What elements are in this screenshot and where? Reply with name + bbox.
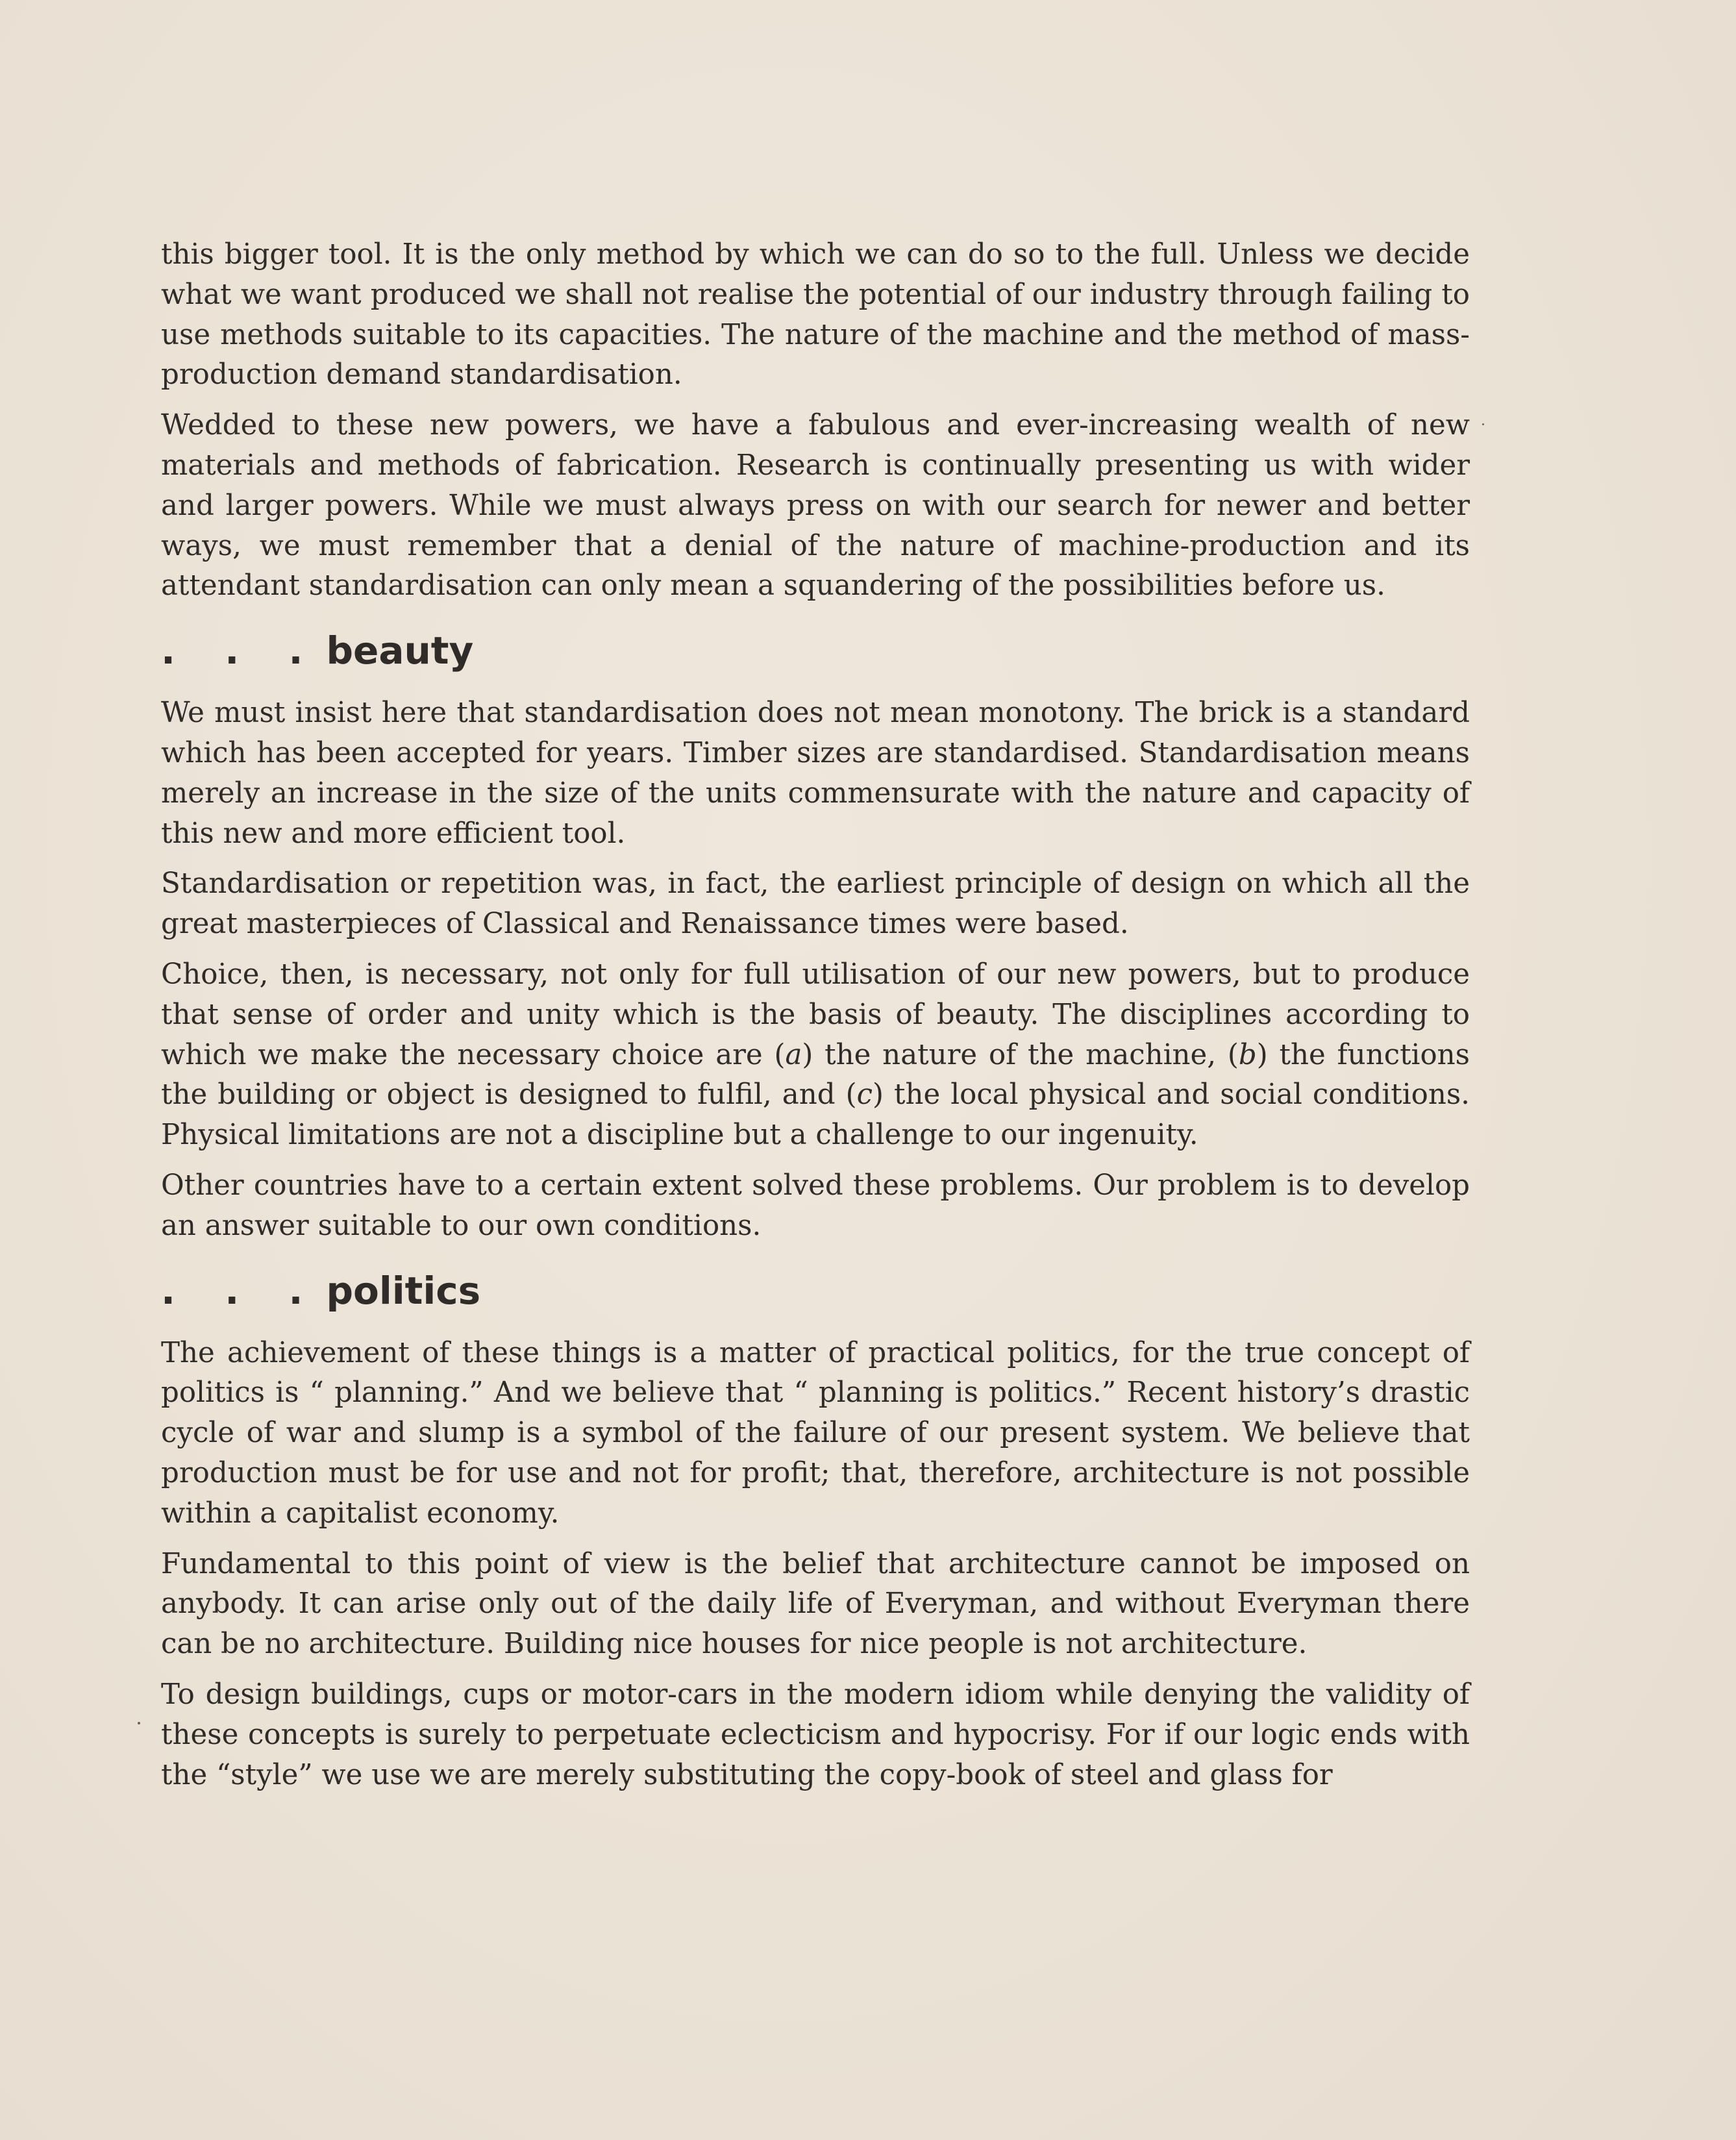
list-marker-c: c (856, 1078, 873, 1112)
paper-speck (138, 1722, 140, 1724)
paren: ) (802, 1038, 813, 1071)
paren: ( (774, 1038, 786, 1071)
body-paragraph: We must insist here that standardisation does not mean monotony. The brick is a standard which has been accepted for years. Timber sizes are standardised. Standardisation means merely an increase in the size of the units commensurate with the nature and capacity of this new and more efficient tool. (161, 697, 1470, 850)
text-run: the nature of the machine, (813, 1038, 1228, 1071)
heading-text: beauty (326, 628, 474, 673)
paren: ( (845, 1078, 857, 1112)
paren: ( (1227, 1038, 1239, 1071)
list-marker-a: a (785, 1038, 802, 1071)
body-paragraph: Fundamental to this point of view is the belief that architecture cannot be imposed on anybody. It can arise only out of the daily life of Everyman, and without Everyman there can be no architecture. Building nice houses for nice people is not architecture. (161, 1547, 1470, 1661)
text-run: Choice, then, is necessary, not only for full utilisation of our new powers, but to produce that sense of order and unity which is the basis of beauty. The disciplines according to which we make the necessary choice are (161, 958, 1470, 1071)
heading-text: politics (326, 1268, 481, 1313)
list-marker-b: b (1238, 1038, 1257, 1071)
paper-speck (1482, 423, 1484, 425)
body-paragraph: Standardisation or repetition was, in fact, the earliest principle of design on which all the great masterpieces of Classical and Renaissance times were based. (161, 867, 1470, 941)
body-paragraph (161, 955, 1470, 1156)
text-run: the local physical and social conditions. Physical limitations are not a discipline but a challenge to our ingenuity. (161, 1078, 1470, 1152)
body-paragraph: The achievement of these things is a matter of practical politics, for the true concept of politics is “ planning.” And we believe that “ planning is politics.” Recent history’s drastic cycle of war and slump is a symbol of the failure of our present system. We believe that production must be for use and not for profit; that, therefore, architecture is not possible within a capitalist economy. (161, 1336, 1470, 1530)
body-paragraph: Wedded to these new powers, we have a fabulous and ever-increasing wealth of new materials and methods of fabrication. Research is continually presenting us with wider and larger powers. While we must always press on with our search for newer and better ways, we must remember that a denial of the nature of machine-production and its attendant standardisation can only mean a squandering of the possibilities before us. (161, 409, 1470, 603)
section-heading-beauty (161, 606, 1470, 678)
heading-ellipsis: . . . (161, 628, 321, 673)
body-paragraph: Other countries have to a certain extent solved these problems. Our problem is to develop an answer suitable to our own conditions. (161, 1169, 1470, 1242)
heading-ellipsis: . . . (161, 1268, 321, 1313)
text-column (161, 235, 1470, 1795)
section-heading-politics (161, 1247, 1470, 1318)
body-paragraph: this bigger tool. It is the only method by which we can do so to the full. Unless we decide what we want produced we shall not realise the potential of our industry through failing to use methods suitable to its capacities. The nature of the machine and the method of mass-production demand standardisation. (161, 238, 1470, 392)
body-paragraph: To design buildings, cups or motor-cars in the modern idiom while denying the validity of these concepts is surely to perpetuate eclecticism and hypocrisy. For if our logic ends with the “style” we use we are merely substituting the copy-book of steel and glass for (161, 1678, 1470, 1791)
paren: ) (1256, 1038, 1268, 1071)
paren: ) (872, 1078, 884, 1112)
text-run: the functions the building or object is designed to fulfil, and (161, 1038, 1470, 1112)
